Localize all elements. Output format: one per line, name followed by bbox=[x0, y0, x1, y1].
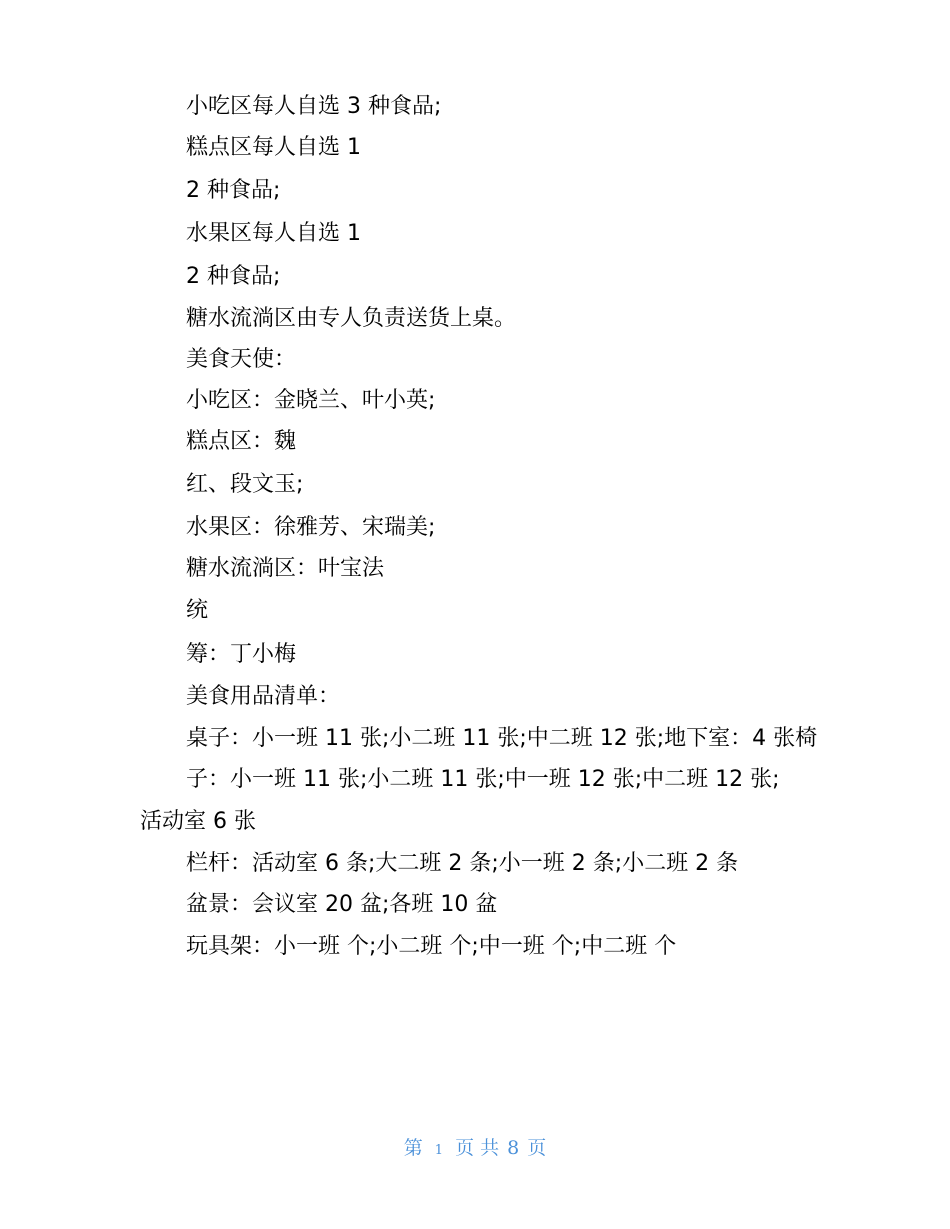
text-line: 筹：丁小梅 bbox=[186, 642, 297, 667]
text-line: 小吃区：金晓兰、叶小英; bbox=[186, 388, 436, 413]
footer-page-total: 8 bbox=[507, 1137, 520, 1159]
text-line: 小吃区每人自选 3 种食品; bbox=[186, 94, 442, 119]
text-line: 2 种食品; bbox=[186, 264, 281, 289]
text-line: 2 种食品; bbox=[186, 178, 281, 203]
text-line: 糖水流淌区：叶宝法 bbox=[186, 556, 385, 581]
text-line: 糖水流淌区由专人负责送货上桌。 bbox=[186, 306, 517, 331]
text-line: 统 bbox=[186, 598, 209, 623]
text-line: 栏杆：活动室 6 条;大二班 2 条;小一班 2 条;小二班 2 条 bbox=[186, 851, 739, 876]
text-line: 红、段文玉; bbox=[186, 472, 304, 497]
text-line: 活动室 6 张 bbox=[140, 809, 256, 834]
text-line: 桌子：小一班 11 张;小二班 11 张;中二班 12 张;地下室：4 张椅 bbox=[186, 726, 818, 751]
text-line: 美食用品清单： bbox=[186, 684, 341, 709]
footer-suffix: 页 bbox=[527, 1137, 547, 1159]
text-line: 水果区：徐雅芳、宋瑞美; bbox=[186, 515, 436, 540]
text-line: 水果区每人自选 1 bbox=[186, 221, 361, 246]
page-footer bbox=[0, 1133, 950, 1160]
text-line: 盆景：会议室 20 盆;各班 10 盆 bbox=[186, 892, 498, 917]
text-line: 玩具架：小一班 个;小二班 个;中一班 个;中二班 个 bbox=[186, 934, 677, 959]
footer-mid: 页 共 bbox=[455, 1137, 500, 1159]
footer-page-number: 1 bbox=[434, 1143, 444, 1158]
text-line: 糕点区每人自选 1 bbox=[186, 135, 361, 160]
footer-prefix: 第 bbox=[403, 1137, 423, 1159]
text-line: 美食天使： bbox=[186, 347, 297, 372]
text-line: 糕点区：魏 bbox=[186, 429, 297, 454]
text-line: 子：小一班 11 张;小二班 11 张;中一班 12 张;中二班 12 张; bbox=[186, 767, 780, 792]
